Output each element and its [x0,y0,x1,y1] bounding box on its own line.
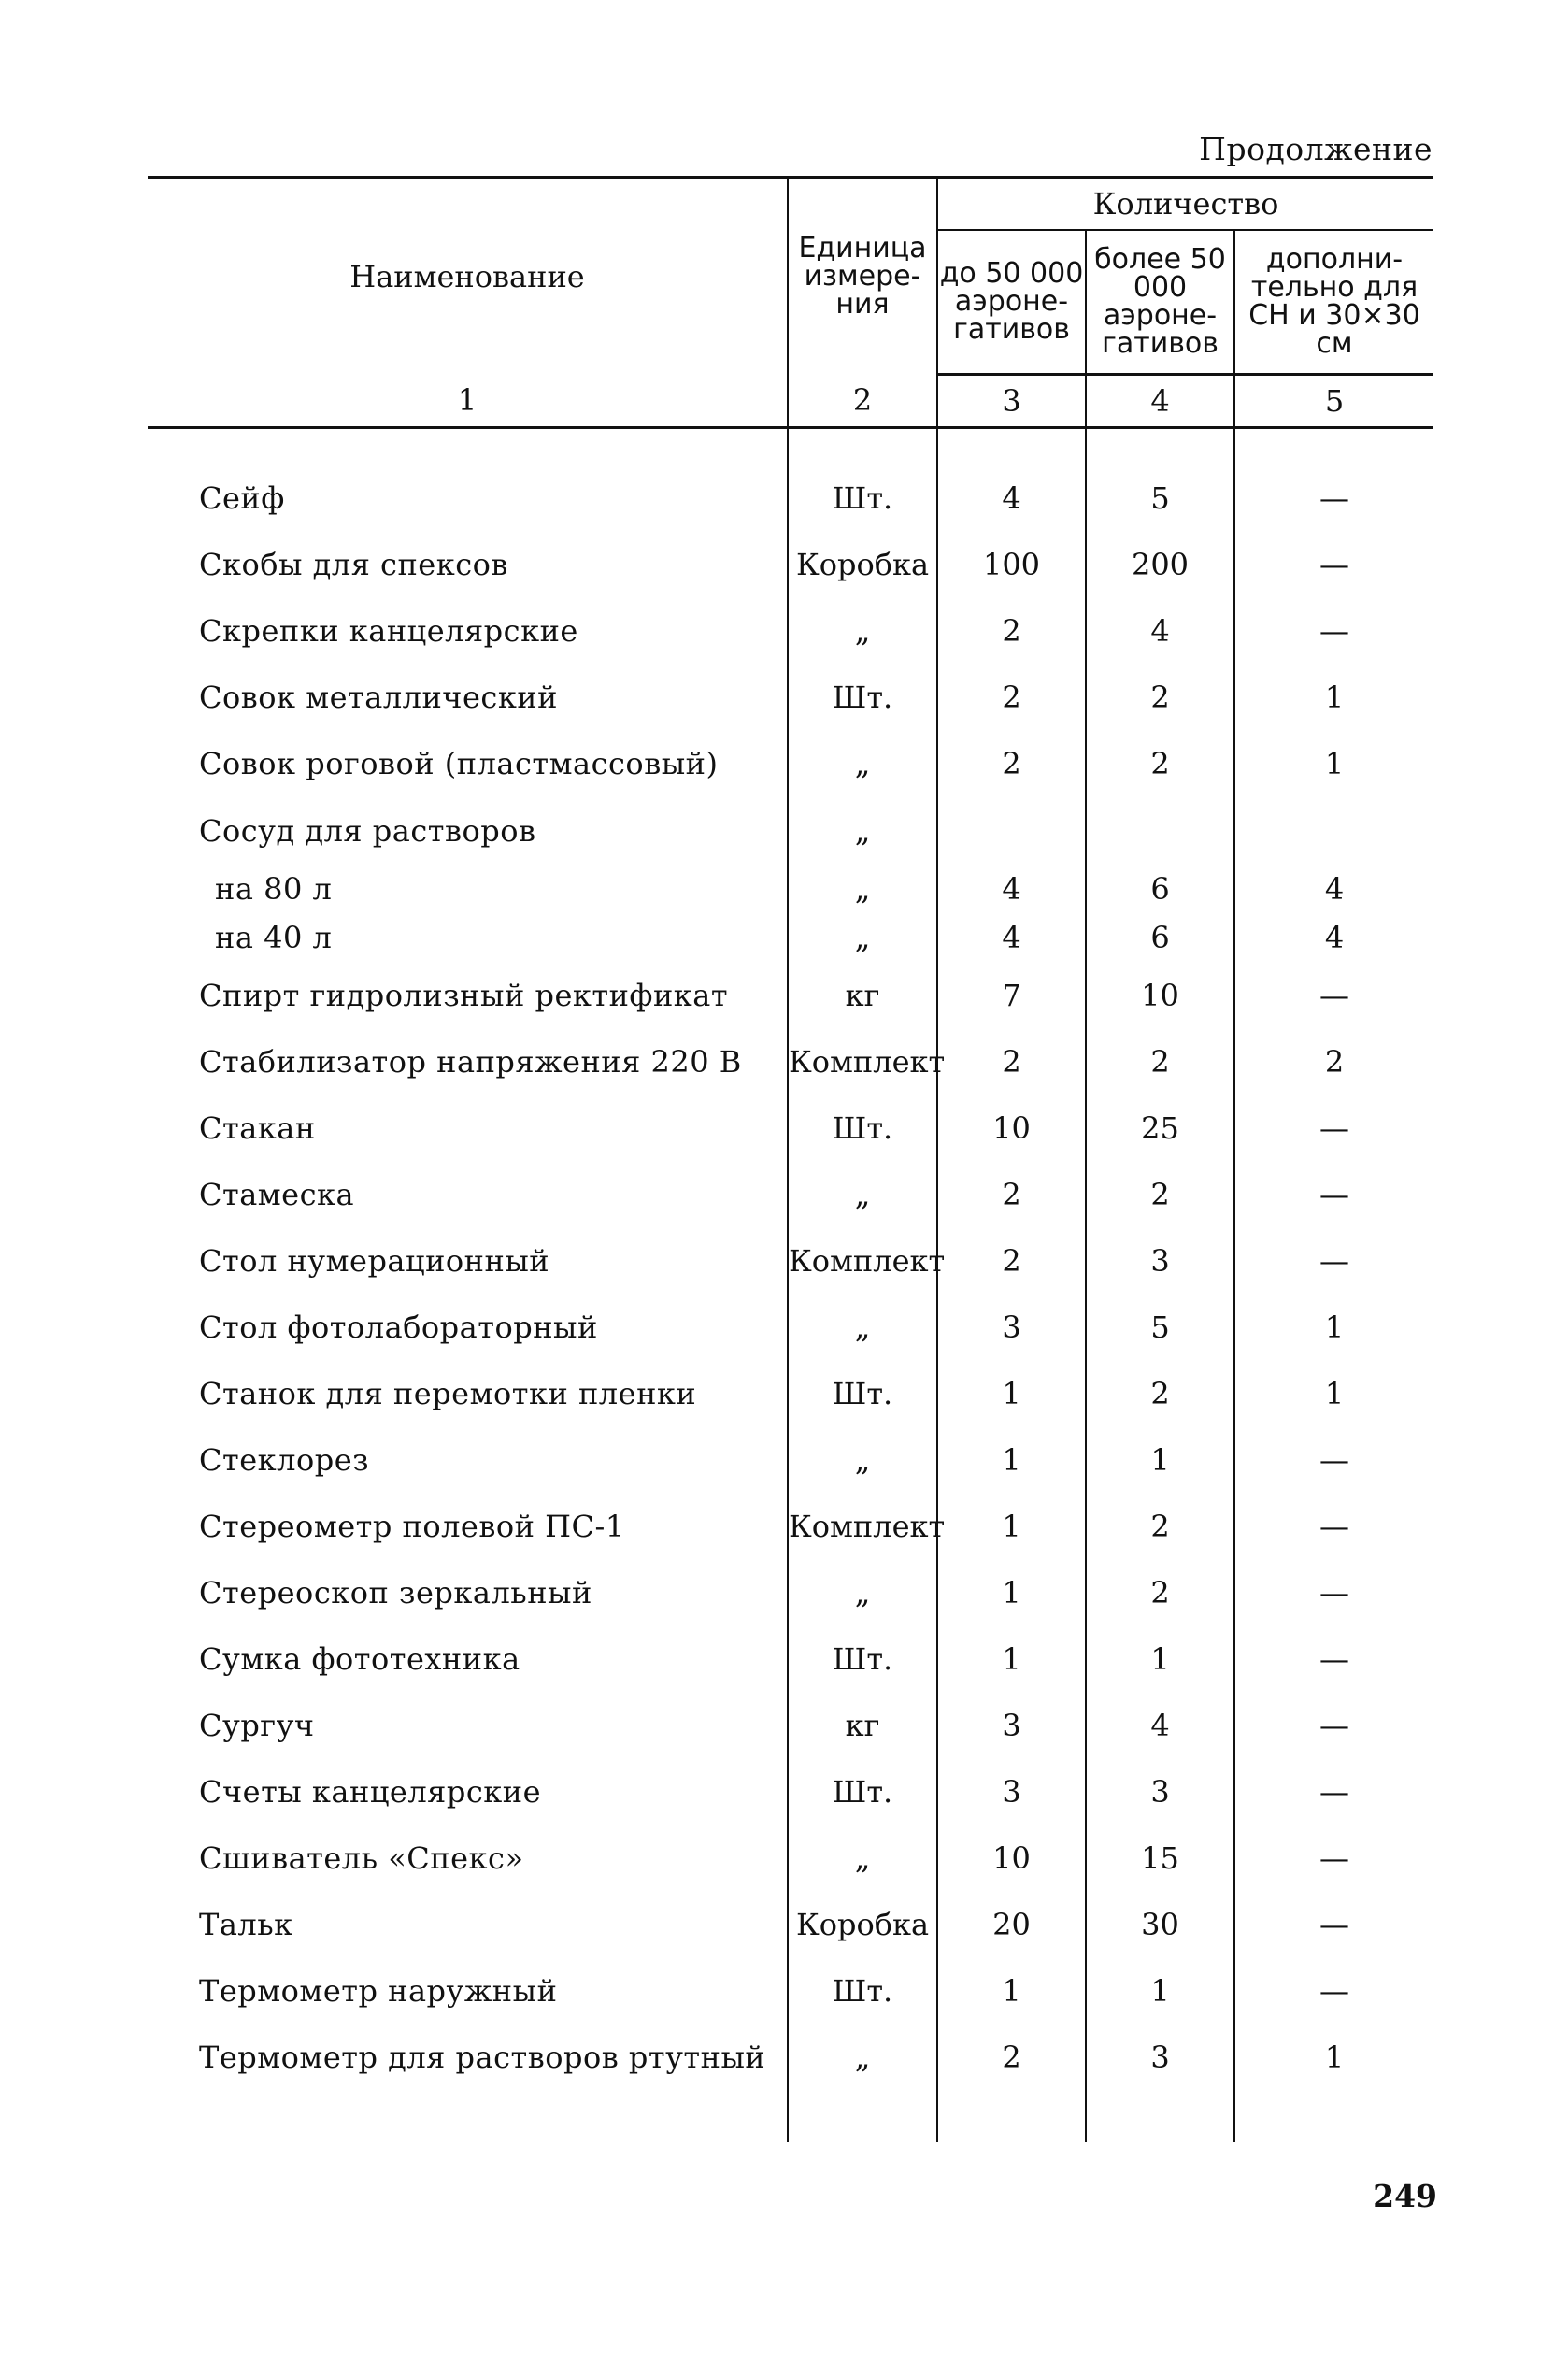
qty-under-50000: 10 [937,1825,1086,1891]
item-name: Стол фотолабораторный [199,1309,598,1345]
item-name: Сшиватель «Спекс» [199,1839,524,1876]
item-name: Стакан [199,1109,316,1146]
qty-over-50000: 2 [1086,1161,1234,1227]
table-row [148,531,1433,597]
qty-additional: — [1234,1891,1433,1957]
item-unit: „ [788,597,937,664]
qty-additional: — [1234,1825,1433,1891]
qty-under-50000: 1 [937,1559,1086,1625]
page-number: 249 [1373,2178,1437,2214]
qty-additional: — [1234,1161,1433,1227]
qty-additional: — [1234,1625,1433,1692]
qty-over-50000: 30 [1086,1891,1234,1957]
item-unit: Шт. [788,1360,937,1426]
item-name: Стеклорез [199,1441,370,1478]
qty-additional: 1 [1234,2024,1433,2090]
item-name: Скобы для спексов [199,546,508,582]
item-name: Тальк [199,1906,293,1942]
equipment-table [148,176,1433,2142]
qty-additional: 2 [1234,1028,1433,1095]
table-row [148,796,1433,865]
qty-additional: — [1234,1227,1433,1294]
table-row [148,1758,1433,1825]
qty-under-50000: 4 [937,465,1086,531]
qty-additional [1234,796,1433,865]
qty-additional: 1 [1234,1360,1433,1426]
header-unit: Единица измере-ния [788,178,937,375]
table-row [148,1891,1433,1957]
qty-additional: — [1234,1957,1433,2024]
table-row [148,664,1433,730]
item-unit: „ [788,2024,937,2090]
item-unit: „ [788,730,937,796]
qty-additional: — [1234,962,1433,1028]
item-unit: Шт. [788,465,937,531]
table-row [148,1559,1433,1625]
qty-under-50000: 10 [937,1095,1086,1161]
qty-additional: — [1234,597,1433,664]
item-unit: „ [788,1559,937,1625]
qty-over-50000: 4 [1086,1692,1234,1758]
qty-under-50000: 1 [937,1360,1086,1426]
qty-over-50000: 1 [1086,1625,1234,1692]
qty-over-50000: 2 [1086,1360,1234,1426]
qty-over-50000: 2 [1086,1493,1234,1559]
column-number: 3 [937,375,1086,428]
qty-additional: — [1234,1559,1433,1625]
spacer-row [148,428,1433,465]
qty-over-50000: 10 [1086,962,1234,1028]
item-name: Термометр наружный [199,1972,558,2009]
qty-additional: 1 [1234,1294,1433,1360]
qty-under-50000: 1 [937,1625,1086,1692]
qty-under-50000 [937,796,1086,865]
item-name: Термометр для растворов ртутный [199,2039,766,2075]
item-unit: Шт. [788,1758,937,1825]
table-row [148,597,1433,664]
item-unit: „ [788,1426,937,1493]
item-name: на 80 л [215,871,333,907]
header-quantity: Количество [937,178,1433,231]
qty-under-50000: 2 [937,1161,1086,1227]
qty-over-50000: 3 [1086,1758,1234,1825]
qty-additional: — [1234,1426,1433,1493]
qty-under-50000: 20 [937,1891,1086,1957]
qty-under-50000: 2 [937,730,1086,796]
qty-under-50000: 3 [937,1758,1086,1825]
qty-under-50000: 7 [937,962,1086,1028]
qty-under-50000: 1 [937,1493,1086,1559]
table-row [148,1360,1433,1426]
column-number: 5 [1234,375,1433,428]
column-number: 1 [148,375,788,428]
qty-over-50000: 4 [1086,597,1234,664]
table-row [148,913,1433,962]
table-row [148,1227,1433,1294]
qty-over-50000: 15 [1086,1825,1234,1891]
item-name: Скрепки канцелярские [199,612,578,649]
item-unit: кг [788,962,937,1028]
qty-additional: — [1234,1493,1433,1559]
item-name: Стол нумерационный [199,1242,550,1279]
table-row [148,1625,1433,1692]
table-row [148,962,1433,1028]
qty-additional: 1 [1234,664,1433,730]
qty-over-50000 [1086,796,1234,865]
item-unit: „ [788,1294,937,1360]
item-name: на 40 л [215,920,333,955]
header-q1: до 50 000 аэроне-гативов [937,230,1086,375]
item-unit: „ [788,796,937,865]
qty-over-50000: 2 [1086,1559,1234,1625]
table-row [148,1161,1433,1227]
qty-over-50000: 6 [1086,913,1234,962]
item-unit: Комплект [788,1227,937,1294]
table-row [148,1294,1433,1360]
table-row [148,2024,1433,2090]
qty-under-50000: 2 [937,664,1086,730]
item-unit: Шт. [788,1625,937,1692]
item-name: Стереоскоп зеркальный [199,1574,592,1610]
qty-over-50000: 1 [1086,1957,1234,2024]
item-unit: Коробка [788,1891,937,1957]
item-unit: кг [788,1692,937,1758]
item-name: Счеты канцелярские [199,1773,542,1810]
item-unit: „ [788,865,937,913]
item-name: Сумка фототехника [199,1640,520,1677]
qty-under-50000: 2 [937,597,1086,664]
qty-under-50000: 4 [937,865,1086,913]
column-number: 2 [788,375,937,428]
table-row [148,465,1433,531]
item-unit: Комплект [788,1028,937,1095]
qty-over-50000: 25 [1086,1095,1234,1161]
table-row [148,1028,1433,1095]
table-row [148,1957,1433,2024]
spacer-row [148,2090,1433,2142]
qty-additional: — [1234,531,1433,597]
table-row [148,1095,1433,1161]
qty-under-50000: 4 [937,913,1086,962]
qty-under-50000: 2 [937,2024,1086,2090]
qty-additional: 4 [1234,913,1433,962]
table-body [148,428,1433,2143]
item-name: Стабилизатор напряжения 220 В [199,1043,742,1080]
item-name: Совок металлический [199,679,558,715]
qty-over-50000: 6 [1086,865,1234,913]
qty-additional: — [1234,1692,1433,1758]
column-number: 4 [1086,375,1234,428]
qty-under-50000: 1 [937,1426,1086,1493]
table-row [148,730,1433,796]
qty-under-50000: 1 [937,1957,1086,2024]
item-name: Сосуд для растворов [199,812,536,849]
qty-under-50000: 3 [937,1692,1086,1758]
qty-over-50000: 3 [1086,2024,1234,2090]
qty-under-50000: 100 [937,531,1086,597]
qty-additional: — [1234,465,1433,531]
item-name: Совок роговой (пластмассовый) [199,745,719,781]
header-name: Наименование [148,178,788,375]
qty-under-50000: 2 [937,1227,1086,1294]
qty-over-50000: 5 [1086,465,1234,531]
qty-over-50000: 2 [1086,730,1234,796]
item-name: Стереометр полевой ПС-1 [199,1508,625,1544]
item-name: Спирт гидролизный ректификат [199,977,729,1013]
item-unit: Комплект [788,1493,937,1559]
qty-over-50000: 2 [1086,1028,1234,1095]
table-row [148,1493,1433,1559]
item-name: Станок для перемотки пленки [199,1375,697,1411]
item-unit: Шт. [788,1095,937,1161]
item-unit: „ [788,1161,937,1227]
qty-additional: 4 [1234,865,1433,913]
table-row [148,865,1433,913]
qty-under-50000: 2 [937,1028,1086,1095]
item-unit: „ [788,913,937,962]
qty-over-50000: 2 [1086,664,1234,730]
continuation-label: Продолжение [1199,131,1433,167]
qty-additional: 1 [1234,730,1433,796]
header-q3: дополни-тельно для СН и 30×30 см [1234,230,1433,375]
item-unit: Шт. [788,1957,937,2024]
qty-over-50000: 3 [1086,1227,1234,1294]
qty-additional: — [1234,1758,1433,1825]
item-name: Сургуч [199,1707,315,1743]
item-unit: Коробка [788,531,937,597]
table-row [148,1825,1433,1891]
item-name: Сейф [199,480,285,516]
header-q2: более 50 000 аэроне-гативов [1086,230,1234,375]
item-name: Стамеска [199,1176,355,1212]
table-row [148,1426,1433,1493]
qty-over-50000: 1 [1086,1426,1234,1493]
item-unit: „ [788,1825,937,1891]
qty-over-50000: 5 [1086,1294,1234,1360]
item-unit: Шт. [788,664,937,730]
table-row [148,1692,1433,1758]
qty-over-50000: 200 [1086,531,1234,597]
qty-additional: — [1234,1095,1433,1161]
qty-under-50000: 3 [937,1294,1086,1360]
